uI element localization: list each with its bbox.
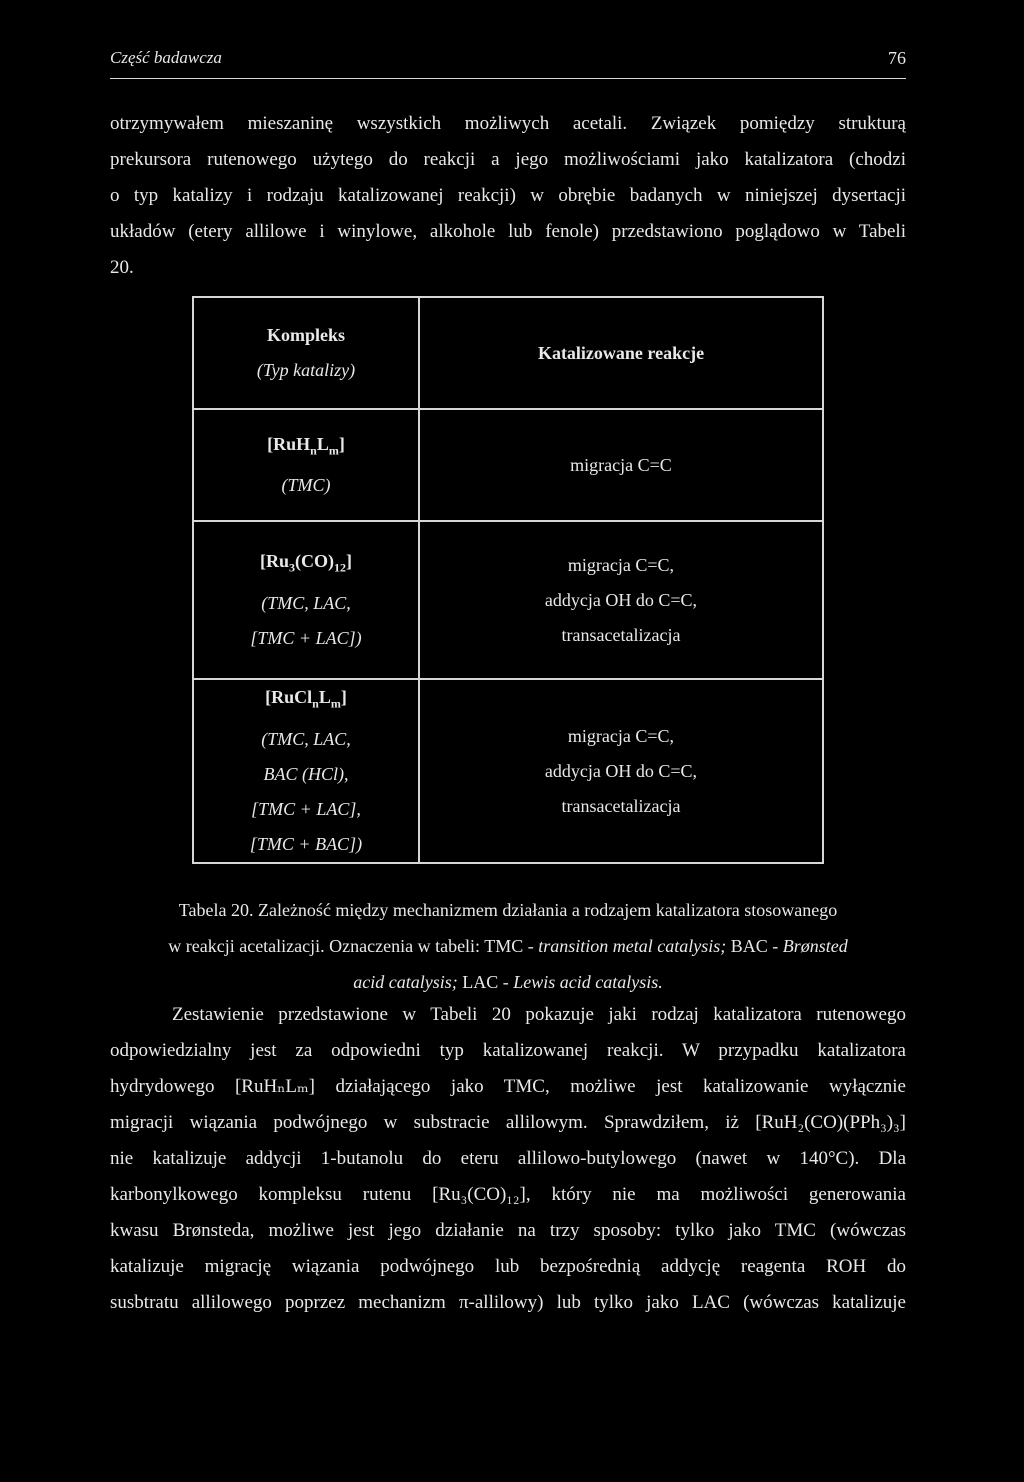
text-line: kwasu Brønsteda, możliwe jest jego działanie na trzy sposoby: tylko jako TMC (wówczas — [110, 1220, 906, 1241]
running-header — [110, 48, 906, 79]
header-reactions-title: Katalizowane reakcje — [537, 342, 705, 363]
catalysis-type: [TMC + LAC]) — [250, 627, 362, 648]
catalysis-table — [192, 296, 824, 864]
reaction-item: migracja C=C — [570, 454, 672, 475]
table-header-row — [193, 297, 823, 409]
text-line: hydrydowego [RuHₙLₘ] działającego jako TMC, możliwe jest katalizowanie wyłącznie — [110, 1076, 906, 1097]
complex-formula: $[RuH_nL_m]$ — [267, 433, 345, 458]
reactions-cell — [419, 521, 823, 679]
reaction-item: addycja OH do C=C, — [544, 760, 698, 781]
text-line: układów (etery allilowe i winylowe, alkohole lub fenole) przedstawiono poglądowo w Tabeli — [110, 221, 906, 242]
reaction-item: migracja C=C, — [567, 725, 675, 746]
caption-line: Tabela 20. Zależność między mechanizmem działania a rodzajem katalizatora stosowanego — [178, 900, 838, 920]
table-row — [193, 521, 823, 679]
text-line: prekursora rutenowego użytego do reakcji a jego możliwościami jako katalizatora (chodzi — [110, 149, 906, 170]
text-line: Zestawienie przedstawione w Tabeli 20 pokazuje jaki rodzaj katalizatora rutenowego — [172, 1004, 906, 1025]
table-row — [193, 409, 823, 521]
caption-line: w reakcji acetalizacji. Oznaczenia w tabeli: TMC - transition metal catalysis; BAC - Brønsted — [168, 936, 848, 956]
header-complex-title: Kompleks — [266, 325, 345, 345]
text-line: otrzymywałem mieszaninę wszystkich możliwych acetali. Związek pomiędzy strukturą — [110, 113, 906, 134]
text-line: nie katalizuje addycji 1-butanolu do eteru allilowo-butylowego (nawet w 140°C). Dla — [110, 1148, 906, 1169]
reaction-item: transacetalizacja — [561, 624, 681, 645]
complex-cell — [193, 679, 419, 863]
catalysis-type: [TMC + LAC], — [251, 798, 361, 819]
complex-cell — [193, 521, 419, 679]
reactions-cell — [419, 679, 823, 863]
complex-formula: $[RuCl_nL_m]$ — [265, 687, 347, 711]
intro-paragraph — [110, 106, 906, 250]
header-cell-reactions — [419, 297, 823, 409]
header-complex-subtitle: (Typ katalizy) — [256, 360, 356, 380]
catalysis-type: (TMC, LAC, — [261, 592, 351, 613]
text-line: susbtratu allilowego poprzez mechanizm π-allilowy) lub tylko jako LAC (wówczas katalizuje — [110, 1292, 906, 1313]
header-cell-complex — [193, 297, 419, 409]
catalysis-type: (TMC, LAC, — [261, 728, 351, 749]
text-line: migracji wiązania podwójnego w substracie allilowym. Sprawdziłem, iż [RuH₂(CO)(PPh₃)₃] — [110, 1112, 906, 1133]
catalysis-type: BAC (HCl), — [263, 763, 349, 784]
section-title: Część badawcza — [110, 48, 222, 67]
text-line: 20. — [110, 257, 134, 278]
reaction-item: addycja OH do C=C, — [544, 589, 698, 610]
page-number: 76 — [888, 48, 906, 68]
complex-formula: $[Ru_3(CO)_{12}]$ — [259, 551, 352, 575]
reactions-cell — [419, 409, 823, 521]
table-row — [193, 679, 823, 863]
text-line: karbonylkowego kompleksu rutenu [Ru₃(CO)₁₂], który nie ma możliwości generowania — [110, 1184, 906, 1205]
complex-cell — [193, 409, 419, 521]
intro-paragraph-end — [110, 250, 906, 286]
caption-line: acid catalysis; LAC - Lewis acid catalysis. — [353, 972, 663, 992]
text-line: katalizuje migrację wiązania podwójnego lub bezpośrednią addycję reagenta ROH do — [110, 1256, 906, 1277]
reaction-item: migracja C=C, — [567, 554, 675, 575]
text-line: o typ katalizy i rodzaju katalizowanej reakcji) w obrębie badanych w niniejszej dysertacji — [110, 185, 906, 206]
catalysis-type: [TMC + BAC]) — [249, 833, 363, 854]
catalysis-type: (TMC) — [281, 475, 331, 496]
text-line: odpowiedzialny jest za odpowiedni typ katalizowanej reakcji. W przypadku katalizatora — [110, 1040, 906, 1061]
body-paragraph — [110, 997, 906, 1321]
table-caption — [110, 892, 906, 1000]
reaction-item: transacetalizacja — [561, 795, 681, 816]
